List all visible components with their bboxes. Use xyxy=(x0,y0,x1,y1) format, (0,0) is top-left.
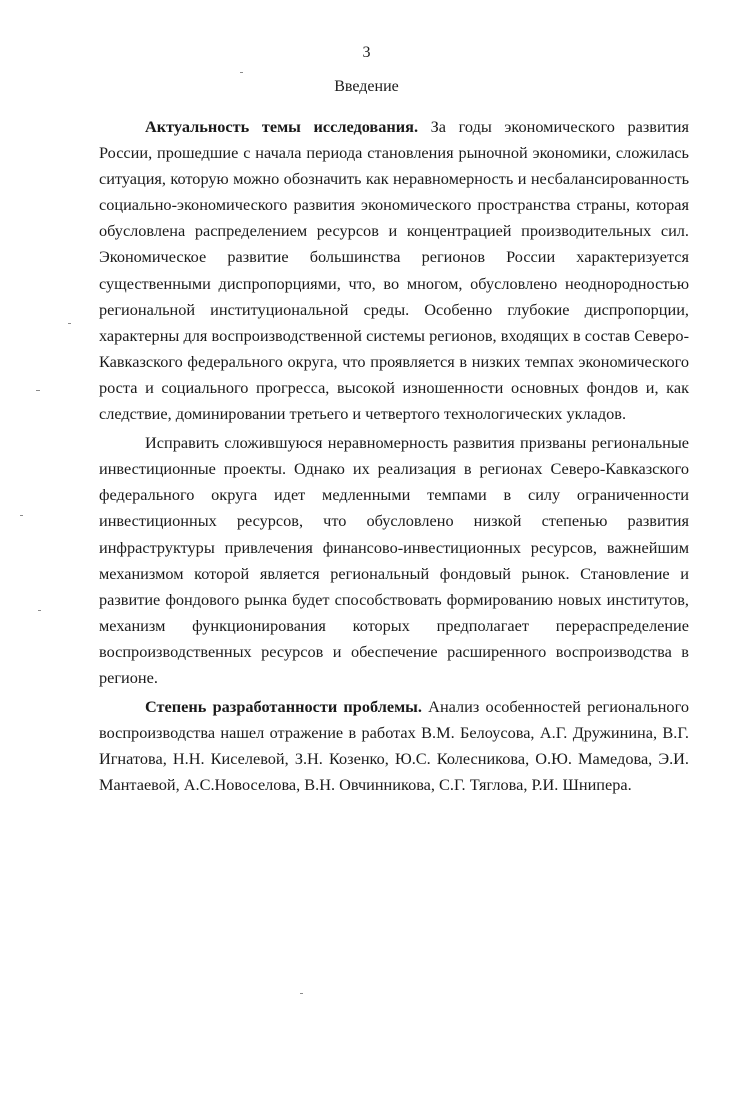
scan-speck xyxy=(240,72,243,73)
body-text xyxy=(99,114,689,798)
page-number: 3 xyxy=(362,44,371,61)
paragraph-text: Исправить сложившуюся неравномерность развития призваны региональные инвестиционные проекты. Однако их реализация в регионах Северо-Кавказского федерального округа идет медленными темпами в силу ограниченности инвестиционных ресурсов, что обусловлено низкой степенью развития инфраструктуры привлечения финансово-инвестиционных ресурсов, важнейшим механизмом которой является региональный фондовый рынок. Становление и развитие фондового рынка будет способствовать формированию новых институтов, механизм функционирования которых предполагает перераспределение воспроизводственных ресурсов и обеспечение расширенного воспроизводства в регионе. xyxy=(99,433,689,687)
section-title: Введение xyxy=(334,78,399,95)
scan-speck xyxy=(38,610,41,611)
paragraph-text: За годы экономического развития России, прошедшие с начала периода становления рыночной экономики, сложилась ситуация, которую можно обозначить как неравномерность и несбалансированность социально-экономического развития экономического пространства страны, которая обусловлена распределением ресурсов и концентрацией производительных сил. Экономическое развитие большинства регионов России характеризуется существенными диспропорциями, что, во многом, обусловлено неоднородностью региональной институциональной среды. Особенно глубокие диспропорции, характерны для воспроизводственной системы регионов, входящих в состав Северо-Кавказского федерального округа, что проявляется в низких темпах экономического роста и социального прогресса, высокой изношенности основных фондов и, как следствие, доминировании третьего и четвертого технологических укладов. xyxy=(99,117,689,424)
paragraph-elaboration xyxy=(99,694,689,798)
scan-speck xyxy=(20,515,23,516)
scan-speck xyxy=(68,323,71,324)
paragraph-relevance xyxy=(99,114,689,427)
paragraph-lead: Актуальность темы исследования. xyxy=(145,117,419,136)
scan-speck xyxy=(300,993,303,994)
paragraph-text: Анализ особенностей регионального воспроизводства нашел отражение в работах В.М. Белоусова, А.Г. Дружинина, В.Г. Игнатова, Н.Н. Киселевой, З.Н. Козенко, Ю.С. Колесникова, О.Ю. Мамедова, Э.И. Мантаевой, А.С.Новоселова, В.Н. Овчинникова, С.Г. Тяглова, Р.И. Шнипера. xyxy=(99,697,689,795)
paragraph-investment xyxy=(99,430,689,691)
scan-speck xyxy=(36,390,40,391)
paragraph-lead: Степень разработанности проблемы. xyxy=(145,697,422,717)
